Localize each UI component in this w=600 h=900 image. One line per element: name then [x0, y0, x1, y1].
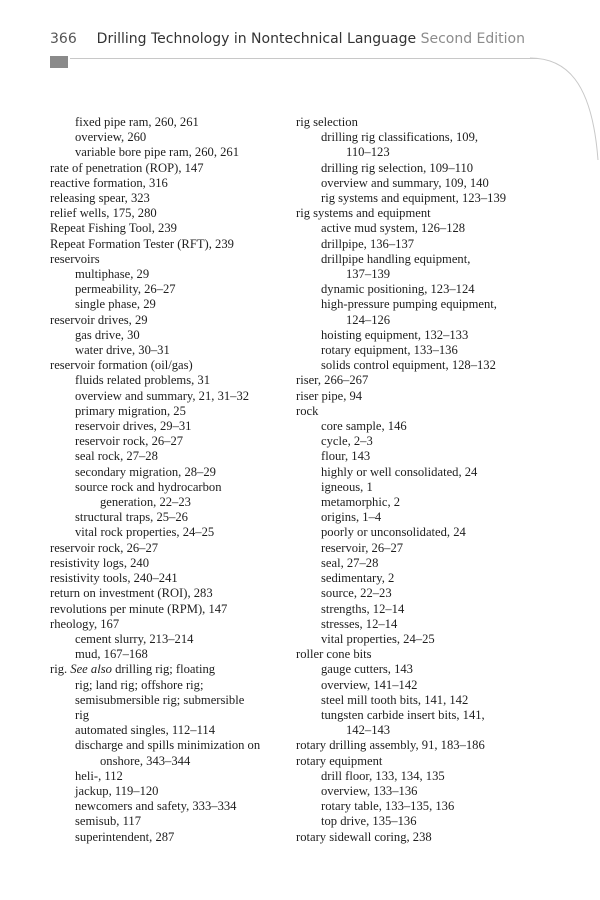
index-entry: highly or well consolidated, 24: [321, 464, 478, 479]
index-entry: rig systems and equipment, 123–139: [321, 191, 507, 206]
book-title: [97, 31, 525, 47]
index-entry: rotary table, 133–135, 136: [321, 799, 455, 814]
index-entry-continuation: generation, 22–23: [100, 495, 191, 510]
index-column-left: [50, 115, 286, 845]
index-entry: reservoir rock, 26–27: [50, 540, 159, 555]
index-entry-continuation: onshore, 343–344: [100, 753, 191, 768]
see-also-targets: drilling rig; floating: [111, 662, 216, 677]
index-entry: rotary sidewall coring, 238: [296, 829, 432, 844]
index-entry: rotary equipment: [296, 753, 383, 768]
index-entry: semisub, 117: [75, 814, 142, 829]
index-entry: high-pressure pumping equipment,: [321, 297, 497, 312]
index-entry: tungsten carbide insert bits, 141,: [321, 707, 485, 722]
index-entry: vital properties, 24–25: [321, 631, 435, 646]
page-number: 366: [50, 31, 77, 47]
index-entry: poorly or unconsolidated, 24: [321, 525, 466, 540]
index-entry: primary migration, 25: [75, 403, 186, 418]
index-entry: revolutions per minute (RPM), 147: [50, 601, 228, 616]
header-tab-mark: [50, 56, 68, 68]
index-entry: steel mill tooth bits, 141, 142: [321, 692, 469, 707]
index-entry: rotary drilling assembly, 91, 183–186: [296, 738, 485, 753]
index-entry: gas drive, 30: [75, 327, 140, 342]
index-entry: riser, 266–267: [296, 373, 369, 388]
index-entry: overview, 260: [75, 130, 147, 145]
index-entry: overview, 141–142: [321, 677, 418, 692]
index-entry: hoisting equipment, 132–133: [321, 327, 469, 342]
index-entry-continuation: rig: [75, 707, 89, 722]
index-entry: rotary equipment, 133–136: [321, 343, 458, 358]
index-entry: rock: [296, 403, 319, 418]
index-entry: drillpipe, 136–137: [321, 236, 415, 251]
index-entry: active mud system, 126–128: [321, 221, 466, 236]
index-entry: automated singles, 112–114: [75, 723, 216, 738]
index-entry: rheology, 167: [50, 616, 120, 631]
index-entry: source rock and hydrocarbon: [75, 479, 222, 494]
index-entry: fluids related problems, 31: [75, 373, 211, 388]
book-edition: Second Edition: [420, 31, 525, 47]
index-entry: gauge cutters, 143: [321, 662, 413, 677]
index-entry: secondary migration, 28–29: [75, 464, 216, 479]
running-header: [0, 0, 600, 60]
index-entry: stresses, 12–14: [321, 616, 398, 631]
index-entry: seal rock, 27–28: [75, 449, 158, 464]
index-entry-term: rig.: [50, 662, 71, 677]
index-entry: dynamic positioning, 123–124: [321, 282, 475, 297]
index-entry: vital rock properties, 24–25: [75, 525, 215, 540]
index-entry: reservoir drives, 29: [50, 312, 148, 327]
index-entry: return on investment (ROI), 283: [50, 586, 213, 601]
index-entry: superintendent, 287: [75, 829, 175, 844]
index-entry: overview and summary, 21, 31–32: [75, 388, 250, 403]
index-entry-continuation: 124–126: [346, 312, 391, 327]
index-entry-continuation: 110–123: [346, 145, 390, 160]
index-entry: Repeat Fishing Tool, 239: [50, 221, 177, 236]
index-entry: reservoir, 26–27: [321, 540, 404, 555]
index-entry: drilling rig classifications, 109,: [321, 130, 479, 145]
index-entry: reservoirs: [50, 251, 100, 266]
index-entry: relief wells, 175, 280: [50, 206, 157, 221]
index-entry: roller cone bits: [296, 647, 372, 662]
index-entry: origins, 1–4: [321, 510, 382, 525]
index-entry: metamorphic, 2: [321, 495, 401, 510]
index-entry: Repeat Formation Tester (RFT), 239: [50, 236, 234, 251]
index-entry: igneous, 1: [321, 479, 373, 494]
index-entry: drillpipe handling equipment,: [321, 251, 471, 266]
index-entry: discharge and spills minimization on: [75, 738, 261, 753]
index-entry: drill floor, 133, 134, 135: [321, 768, 445, 783]
index-entry: overview and summary, 109, 140: [321, 175, 489, 190]
index-entry: strengths, 12–14: [321, 601, 405, 616]
index-entry: fixed pipe ram, 260, 261: [75, 115, 199, 129]
index-entry: releasing spear, 323: [50, 191, 150, 206]
index-entry: core sample, 146: [321, 419, 407, 434]
index-entry: solids control equipment, 128–132: [321, 358, 496, 373]
index-entry: seal, 27–28: [321, 555, 379, 570]
index-entry: rig selection: [296, 115, 358, 129]
index-entry: [50, 662, 286, 677]
index-entry: permeability, 26–27: [75, 282, 176, 297]
index-entry: cycle, 2–3: [321, 434, 373, 449]
index-entry: cement slurry, 213–214: [75, 631, 194, 646]
index-entry: flour, 143: [321, 449, 371, 464]
index-entry-continuation: 137–139: [346, 267, 391, 282]
index-entry: jackup, 119–120: [75, 783, 159, 798]
index-entry: resistivity tools, 240–241: [50, 571, 178, 586]
index-entry-continuation: rig; land rig; offshore rig;: [75, 677, 204, 692]
index-entry: water drive, 30–31: [75, 343, 170, 358]
index-entry-continuation: semisubmersible rig; submersible: [75, 692, 245, 707]
book-title-main: Drilling Technology in Nontechnical Language: [96, 31, 417, 47]
index-entry: top drive, 135–136: [321, 814, 417, 829]
index-entry: single phase, 29: [75, 297, 156, 312]
index-entry: rate of penetration (ROP), 147: [50, 160, 204, 175]
index-entry: heli-, 112: [75, 768, 123, 783]
index-entry-continuation: 142–143: [346, 723, 391, 738]
index-entry: riser pipe, 94: [296, 388, 363, 403]
index-entry: drilling rig selection, 109–110: [321, 160, 474, 175]
index-entry: reservoir rock, 26–27: [75, 434, 184, 449]
header-rule: [70, 58, 538, 59]
index-column-right: [296, 115, 550, 845]
index-entry: newcomers and safety, 333–334: [75, 799, 237, 814]
index-entry: multiphase, 29: [75, 267, 150, 282]
index-entry: reservoir drives, 29–31: [75, 419, 192, 434]
see-also-label: See also: [70, 662, 112, 677]
index-entry: sedimentary, 2: [321, 571, 395, 586]
index-entry: source, 22–23: [321, 586, 392, 601]
index-entry: overview, 133–136: [321, 783, 418, 798]
index-entry: mud, 167–168: [75, 647, 148, 662]
index-entry: variable bore pipe ram, 260, 261: [75, 145, 240, 160]
index-entry: reservoir formation (oil/gas): [50, 358, 193, 373]
index-entry: reactive formation, 316: [50, 175, 168, 190]
index-entry: rig systems and equipment: [296, 206, 431, 221]
index-entry: structural traps, 25–26: [75, 510, 188, 525]
index-entry: resistivity logs, 240: [50, 555, 150, 570]
